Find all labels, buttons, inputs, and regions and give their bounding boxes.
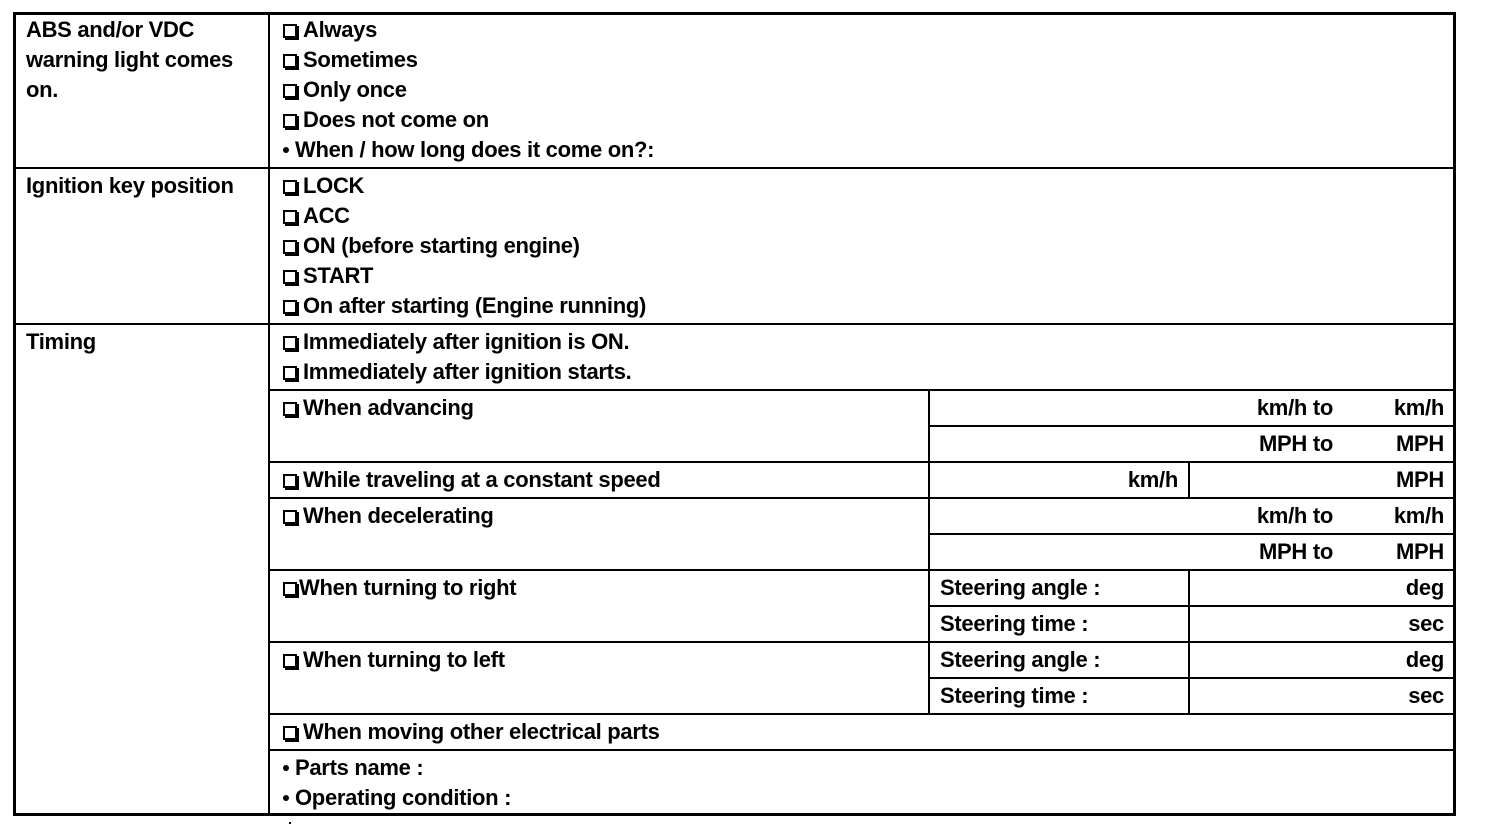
option-start[interactable]: START: [283, 264, 373, 288]
checkbox[interactable]: [283, 114, 297, 128]
timing-subrow-divider: [268, 569, 1456, 571]
warning-light-label: on.: [26, 77, 59, 102]
decelerating-mph-to[interactable]: MPH to: [1259, 539, 1333, 564]
checkbox[interactable]: [283, 474, 297, 488]
left-steering-angle-unit[interactable]: deg: [1405, 647, 1444, 672]
decelerating-kmh-to[interactable]: km/h to: [1256, 503, 1333, 528]
option-only-once[interactable]: Only once: [283, 78, 407, 102]
option-after-ignition-starts[interactable]: Immediately after ignition starts.: [283, 360, 631, 384]
worksheet-frame: [13, 12, 1456, 816]
speed-column-divider: [928, 390, 930, 714]
option-when-advancing[interactable]: When advancing: [283, 396, 474, 420]
warning-light-label: warning light comes: [26, 47, 233, 72]
row-divider: [13, 167, 1456, 169]
timing-subrow-divider: [928, 605, 1456, 607]
checkbox[interactable]: [283, 84, 297, 98]
option-acc[interactable]: ACC: [283, 204, 350, 228]
checkbox[interactable]: [283, 180, 297, 194]
checkbox[interactable]: [283, 402, 297, 416]
timing-subrow-divider: [268, 497, 1456, 499]
checkbox[interactable]: [283, 654, 297, 668]
checkbox[interactable]: [283, 582, 297, 596]
decelerating-mph-end[interactable]: MPH: [1396, 539, 1444, 564]
timing-subrow-divider: [268, 713, 1456, 715]
label-column-divider: [268, 12, 270, 816]
timing-subrow-divider: [928, 677, 1456, 679]
timing-label: Timing: [26, 329, 96, 354]
stray-mark: [289, 822, 291, 824]
advancing-kmh-end[interactable]: km/h: [1393, 395, 1444, 420]
advancing-mph-to[interactable]: MPH to: [1259, 431, 1333, 456]
left-steering-time-label: Steering time :: [940, 683, 1089, 708]
decelerating-kmh-end[interactable]: km/h: [1393, 503, 1444, 528]
checkbox[interactable]: [283, 510, 297, 524]
timing-subrow-divider: [928, 533, 1456, 535]
option-turning-left[interactable]: When turning to left: [283, 648, 505, 672]
when-how-long-field: When / how long does it come on?:: [283, 138, 654, 162]
option-sometimes[interactable]: Sometimes: [283, 48, 418, 72]
left-steering-angle-label: Steering angle :: [940, 647, 1101, 672]
checkbox[interactable]: [283, 366, 297, 380]
option-lock[interactable]: LOCK: [283, 174, 364, 198]
constant-speed-mph[interactable]: MPH: [1396, 467, 1444, 492]
option-turning-right[interactable]: When turning to right: [283, 576, 516, 600]
bullet-icon: [283, 147, 289, 153]
checkbox[interactable]: [283, 54, 297, 68]
bullet-icon: [283, 795, 289, 801]
constant-speed-divider: [1188, 462, 1190, 498]
checkbox[interactable]: [283, 210, 297, 224]
option-constant-speed[interactable]: While traveling at a constant speed: [283, 468, 660, 492]
constant-speed-kmh[interactable]: km/h: [1127, 467, 1178, 492]
advancing-kmh-to[interactable]: km/h to: [1256, 395, 1333, 420]
bullet-icon: [283, 765, 289, 771]
option-electrical-parts[interactable]: When moving other electrical parts: [283, 720, 660, 744]
checkbox[interactable]: [283, 24, 297, 38]
option-always[interactable]: Always: [283, 18, 377, 42]
option-does-not-come-on[interactable]: Does not come on: [283, 108, 489, 132]
right-steering-angle-unit[interactable]: deg: [1405, 575, 1444, 600]
option-on-before-start[interactable]: ON (before starting engine): [283, 234, 580, 258]
parts-name-field[interactable]: Parts name :: [283, 756, 423, 780]
checkbox[interactable]: [283, 240, 297, 254]
row-divider: [13, 323, 1456, 325]
warning-light-label: ABS and/or VDC: [26, 17, 195, 42]
right-steering-angle-label: Steering angle :: [940, 575, 1101, 600]
ignition-label: Ignition key position: [26, 173, 234, 198]
timing-subrow-divider: [268, 389, 1456, 391]
timing-subrow-divider: [268, 641, 1456, 643]
right-steering-time-label: Steering time :: [940, 611, 1089, 636]
timing-subrow-divider: [268, 461, 1456, 463]
operating-condition-field[interactable]: Operating condition :: [283, 786, 511, 810]
timing-subrow-divider: [268, 749, 1456, 751]
checkbox[interactable]: [283, 300, 297, 314]
option-after-ignition-on[interactable]: Immediately after ignition is ON.: [283, 330, 629, 354]
advancing-mph-end[interactable]: MPH: [1396, 431, 1444, 456]
right-steering-time-unit[interactable]: sec: [1408, 611, 1444, 636]
checkbox[interactable]: [283, 336, 297, 350]
option-when-decelerating[interactable]: When decelerating: [283, 504, 494, 528]
checkbox[interactable]: [283, 270, 297, 284]
left-steering-time-unit[interactable]: sec: [1408, 683, 1444, 708]
option-engine-running[interactable]: On after starting (Engine running): [283, 294, 646, 318]
timing-subrow-divider: [928, 425, 1456, 427]
checkbox[interactable]: [283, 726, 297, 740]
